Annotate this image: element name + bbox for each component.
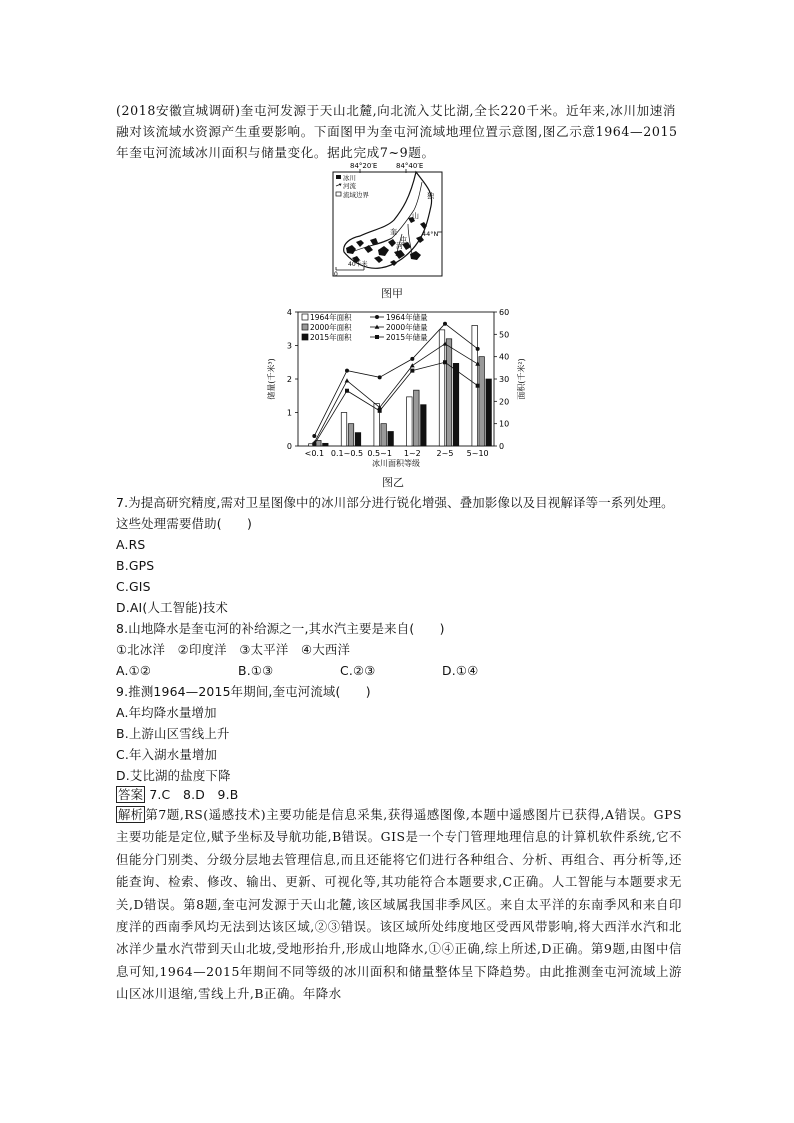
x-axis-label: 冰川面积等级 [372,459,420,468]
legend-storage-marker [375,315,379,319]
legend-area-label: 2015年面积 [310,333,352,342]
scale-40km: 40千米 [348,261,368,268]
area-bar [453,363,459,446]
x-tick-label: 5~10 [466,449,489,458]
legend-boundary: 流域边界 [343,191,369,199]
q9-option-b[interactable]: B.上游山区雪线上升 [116,726,230,741]
q7-option-c[interactable]: C.GIS [116,579,151,594]
right-tick-label: 40 [499,352,510,362]
left-tick-label: 4 [286,308,292,317]
q9-option-c[interactable]: C.年入湖水量增加 [116,747,218,762]
analysis-paragraph [116,804,682,1006]
q7-option-a[interactable]: A.RS [116,537,146,552]
area-bar [355,433,361,446]
legend-area-swatch [302,334,308,340]
left-tick-label: 1 [286,408,292,418]
q8-option-c[interactable]: C.②③ [340,663,376,678]
legend-storage-marker [375,335,379,339]
storage-point [443,360,447,364]
x-tick-label: 1~2 [403,449,421,458]
q9-stem: 9.推测1964—2015年期间,奎屯河流域( ) [116,684,371,699]
intro-paragraph: (2018安徽宣城调研)奎屯河发源于天山北麓,向北流入艾比湖,全长220千米。近年来,冰川加速消融对该流域水资源产生重要影响。下面图甲为奎屯河流域地理位置示意图,图乙示意1964—2015年奎屯河流域冰川面积与储量变化。据此完成7~9题。 [116,103,678,160]
right-tick-label: 30 [499,375,510,384]
map-lat: 44°N [422,230,439,238]
q7-stem: 7.为提高研究精度,需对卫星图像中的冰川部分进行锐化增强、叠加影像以及目视解译等一系列处理。这些处理需要借助( ) [116,495,674,531]
map-label-dun: 屯 [400,236,407,244]
x-tick-label: 0.5~1 [367,449,392,458]
storage-point [476,384,480,388]
right-tick-label: 10 [499,419,510,429]
q7-option-b[interactable]: B.GPS [116,558,155,573]
q9-option-d[interactable]: D.艾比湖的盐度下降 [116,768,231,783]
left-tick-label: 2 [286,375,292,384]
legend-area-label: 1964年面积 [310,313,352,322]
storage-point [345,369,349,373]
storage-point [476,347,480,351]
legend-storage-label: 2015年储量 [386,333,428,342]
chart-caption: 图乙 [382,476,404,489]
storage-point [410,363,415,367]
q9-option-a[interactable]: A.年均降水量增加 [116,705,217,720]
storage-point [345,389,349,393]
storage-point [312,442,316,446]
y-axis-left-label: 储量(千米³) [267,358,276,400]
legend-area-swatch [302,324,308,330]
map-label-shan: 山 [412,212,419,220]
map-caption: 图甲 [381,287,403,300]
map-label-kui: 奎 [390,228,397,236]
right-tick-label: 60 [499,308,510,317]
q8-option-b[interactable]: B.①③ [238,663,274,678]
analysis-text: 第7题,RS(遥感技术)主要功能是信息采集,获得遥感图像,本题中遥感图片已获得,A错误。GPS主要功能是定位,赋予坐标及导航功能,B错误。GIS是一个专门管理地理信息的计算机软件系统,它不但能分门别类、分级分层地去管理信息,而且还能将它们进行各种组合、分析、再组合、再分析等,还能查询、检索、修改、输出、更新、可视化等,其功能符合本题要求,C正确。人工智能与本题要求无关,D错误。第8题,奎屯河发源于天山北麓,该区域属我国非季风区。来自太平洋的东南季风和来自印度洋的西南季风均无法到达该区域,②③错误。该区域所处纬度地区受西风带影响,将大西洋水汽和北冰洋少量水汽带到天山北坡,受地形抬升,形成山地降水,①④正确,综上所述,D正确。第9题,由图中信息可知,1964—2015年期间不同等级的冰川面积和储量整体呈下降趋势。由此推测奎屯河流域上游山区冰川退缩,雪线上升,B正确。年降水 [116,807,682,1002]
answer-label: 答案 [118,787,144,802]
storage-point [410,369,414,373]
area-bar [414,390,420,446]
area-bar [479,357,485,446]
q8-items: ①北冰洋 ②印度洋 ③太平洋 ④大西洋 [116,642,351,657]
storage-point [443,322,447,326]
q8-option-a[interactable]: A.①② [116,663,152,678]
area-bar [323,443,329,446]
glacier-chart [258,300,538,478]
y-axis-right-label: 面积(千米²) [517,358,526,400]
legend-area-label: 2000年面积 [310,323,352,332]
map-lon2: 84°40′E [396,162,424,170]
x-tick-label: <0.1 [304,449,325,458]
map-label-du: 独 [427,192,434,200]
legend-glacier: 冰川 [343,174,356,182]
area-bar [446,339,452,446]
legend-storage-label: 1964年储量 [386,313,428,322]
area-bar [341,413,347,447]
area-bar [486,379,492,446]
legend-river: 河流 [343,182,356,190]
map-label-he: 河 [396,242,403,250]
q8-option-d[interactable]: D.①④ [442,663,479,678]
area-bar [421,405,427,446]
answer-line [116,784,238,805]
basin-map [330,158,444,278]
legend-storage-label: 2000年储量 [386,323,428,332]
right-tick-label: 20 [499,397,510,407]
storage-point [378,409,382,413]
left-tick-label: 0 [286,442,292,451]
scale-zero: 0 [334,271,338,278]
q7-option-d[interactable]: D.AI(人工智能)技术 [116,600,229,615]
x-tick-label: 0.1~0.5 [330,449,364,458]
storage-point [410,357,414,361]
storage-point [378,375,382,379]
analysis-label: 解析 [118,807,144,822]
right-tick-label: 0 [499,442,505,451]
map-lon1: 84°20′E [350,162,378,170]
right-tick-label: 50 [499,330,510,340]
x-tick-label: 2~5 [436,449,454,458]
left-tick-label: 3 [286,341,292,351]
storage-point [345,378,350,382]
area-bar [348,424,354,446]
storage-point [312,434,316,438]
area-bar [388,431,394,446]
answer-text: 7.C 8.D 9.B [149,787,239,802]
area-bar [381,424,387,446]
legend-area-swatch [302,314,308,320]
area-bar [407,397,413,446]
q8-stem: 8.山地降水是奎屯河的补给源之一,其水汽主要是来自( ) [116,621,445,636]
